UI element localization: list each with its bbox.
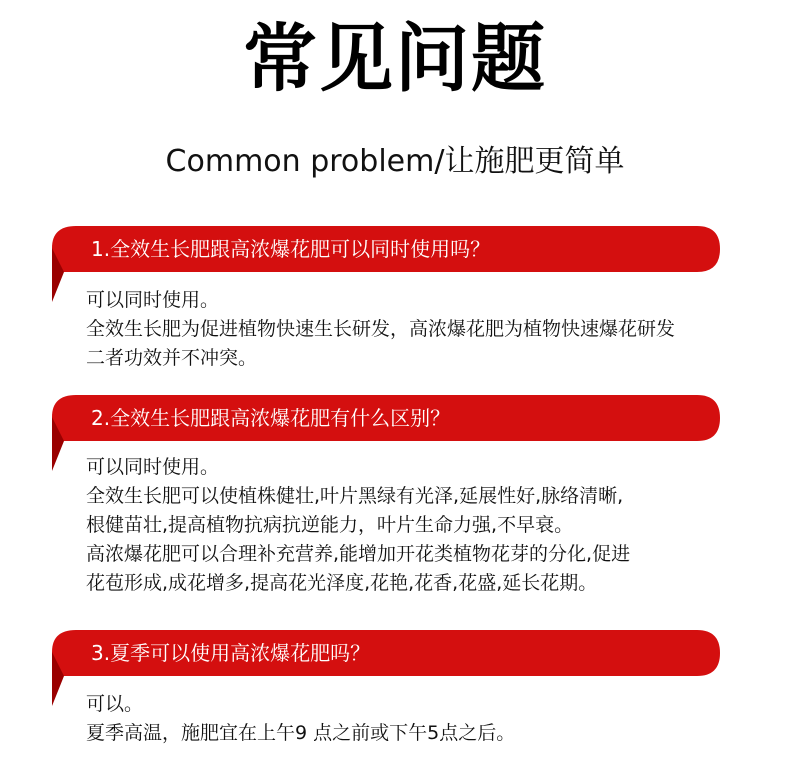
answer-line: 花苞形成,成花增多,提高花光泽度,花艳,花香,花盛,延长花期。 — [86, 572, 598, 594]
question-banner — [52, 226, 772, 272]
faq-item — [52, 630, 772, 748]
answer-line: 全效生长肥为促进植物快速生长研发，高浓爆花肥为植物快速爆花研发 — [86, 318, 676, 340]
page-title: 常见问题 — [243, 16, 547, 102]
answer-line: 可以同时使用。 — [86, 289, 220, 311]
faq-item — [52, 226, 772, 373]
answer-line: 可以同时使用。 — [86, 456, 220, 478]
answer-line: 夏季高温，施肥宜在上午9 点之前或下午5点之后。 — [86, 722, 516, 744]
answer-line: 高浓爆花肥可以合理补充营养,能增加开花类植物花芽的分化,促进 — [86, 543, 631, 565]
answer-line: 根健苗壮,提高植物抗病抗逆能力，叶片生命力强,不早衰。 — [86, 514, 574, 536]
answer-line: 二者功效并不冲突。 — [86, 347, 258, 369]
answer-block — [52, 453, 772, 598]
answer-line: 可以。 — [86, 693, 144, 715]
page-subtitle: Common problem/让施肥更简单 — [165, 144, 625, 179]
answer-line: 全效生长肥可以使植株健壮,叶片黑绿有光泽,延展性好,脉络清晰, — [86, 485, 624, 507]
question-banner — [52, 395, 772, 441]
question-text: 3.夏季可以使用高浓爆花肥吗？ — [91, 641, 371, 665]
answer-block — [52, 286, 772, 373]
faq-item — [52, 395, 772, 598]
answer-block — [52, 690, 772, 748]
question-banner — [52, 630, 772, 676]
question-text: 2.全效生长肥跟高浓爆花肥有什么区别？ — [91, 406, 451, 430]
question-text: 1.全效生长肥跟高浓爆花肥可以同时使用吗？ — [91, 237, 491, 261]
